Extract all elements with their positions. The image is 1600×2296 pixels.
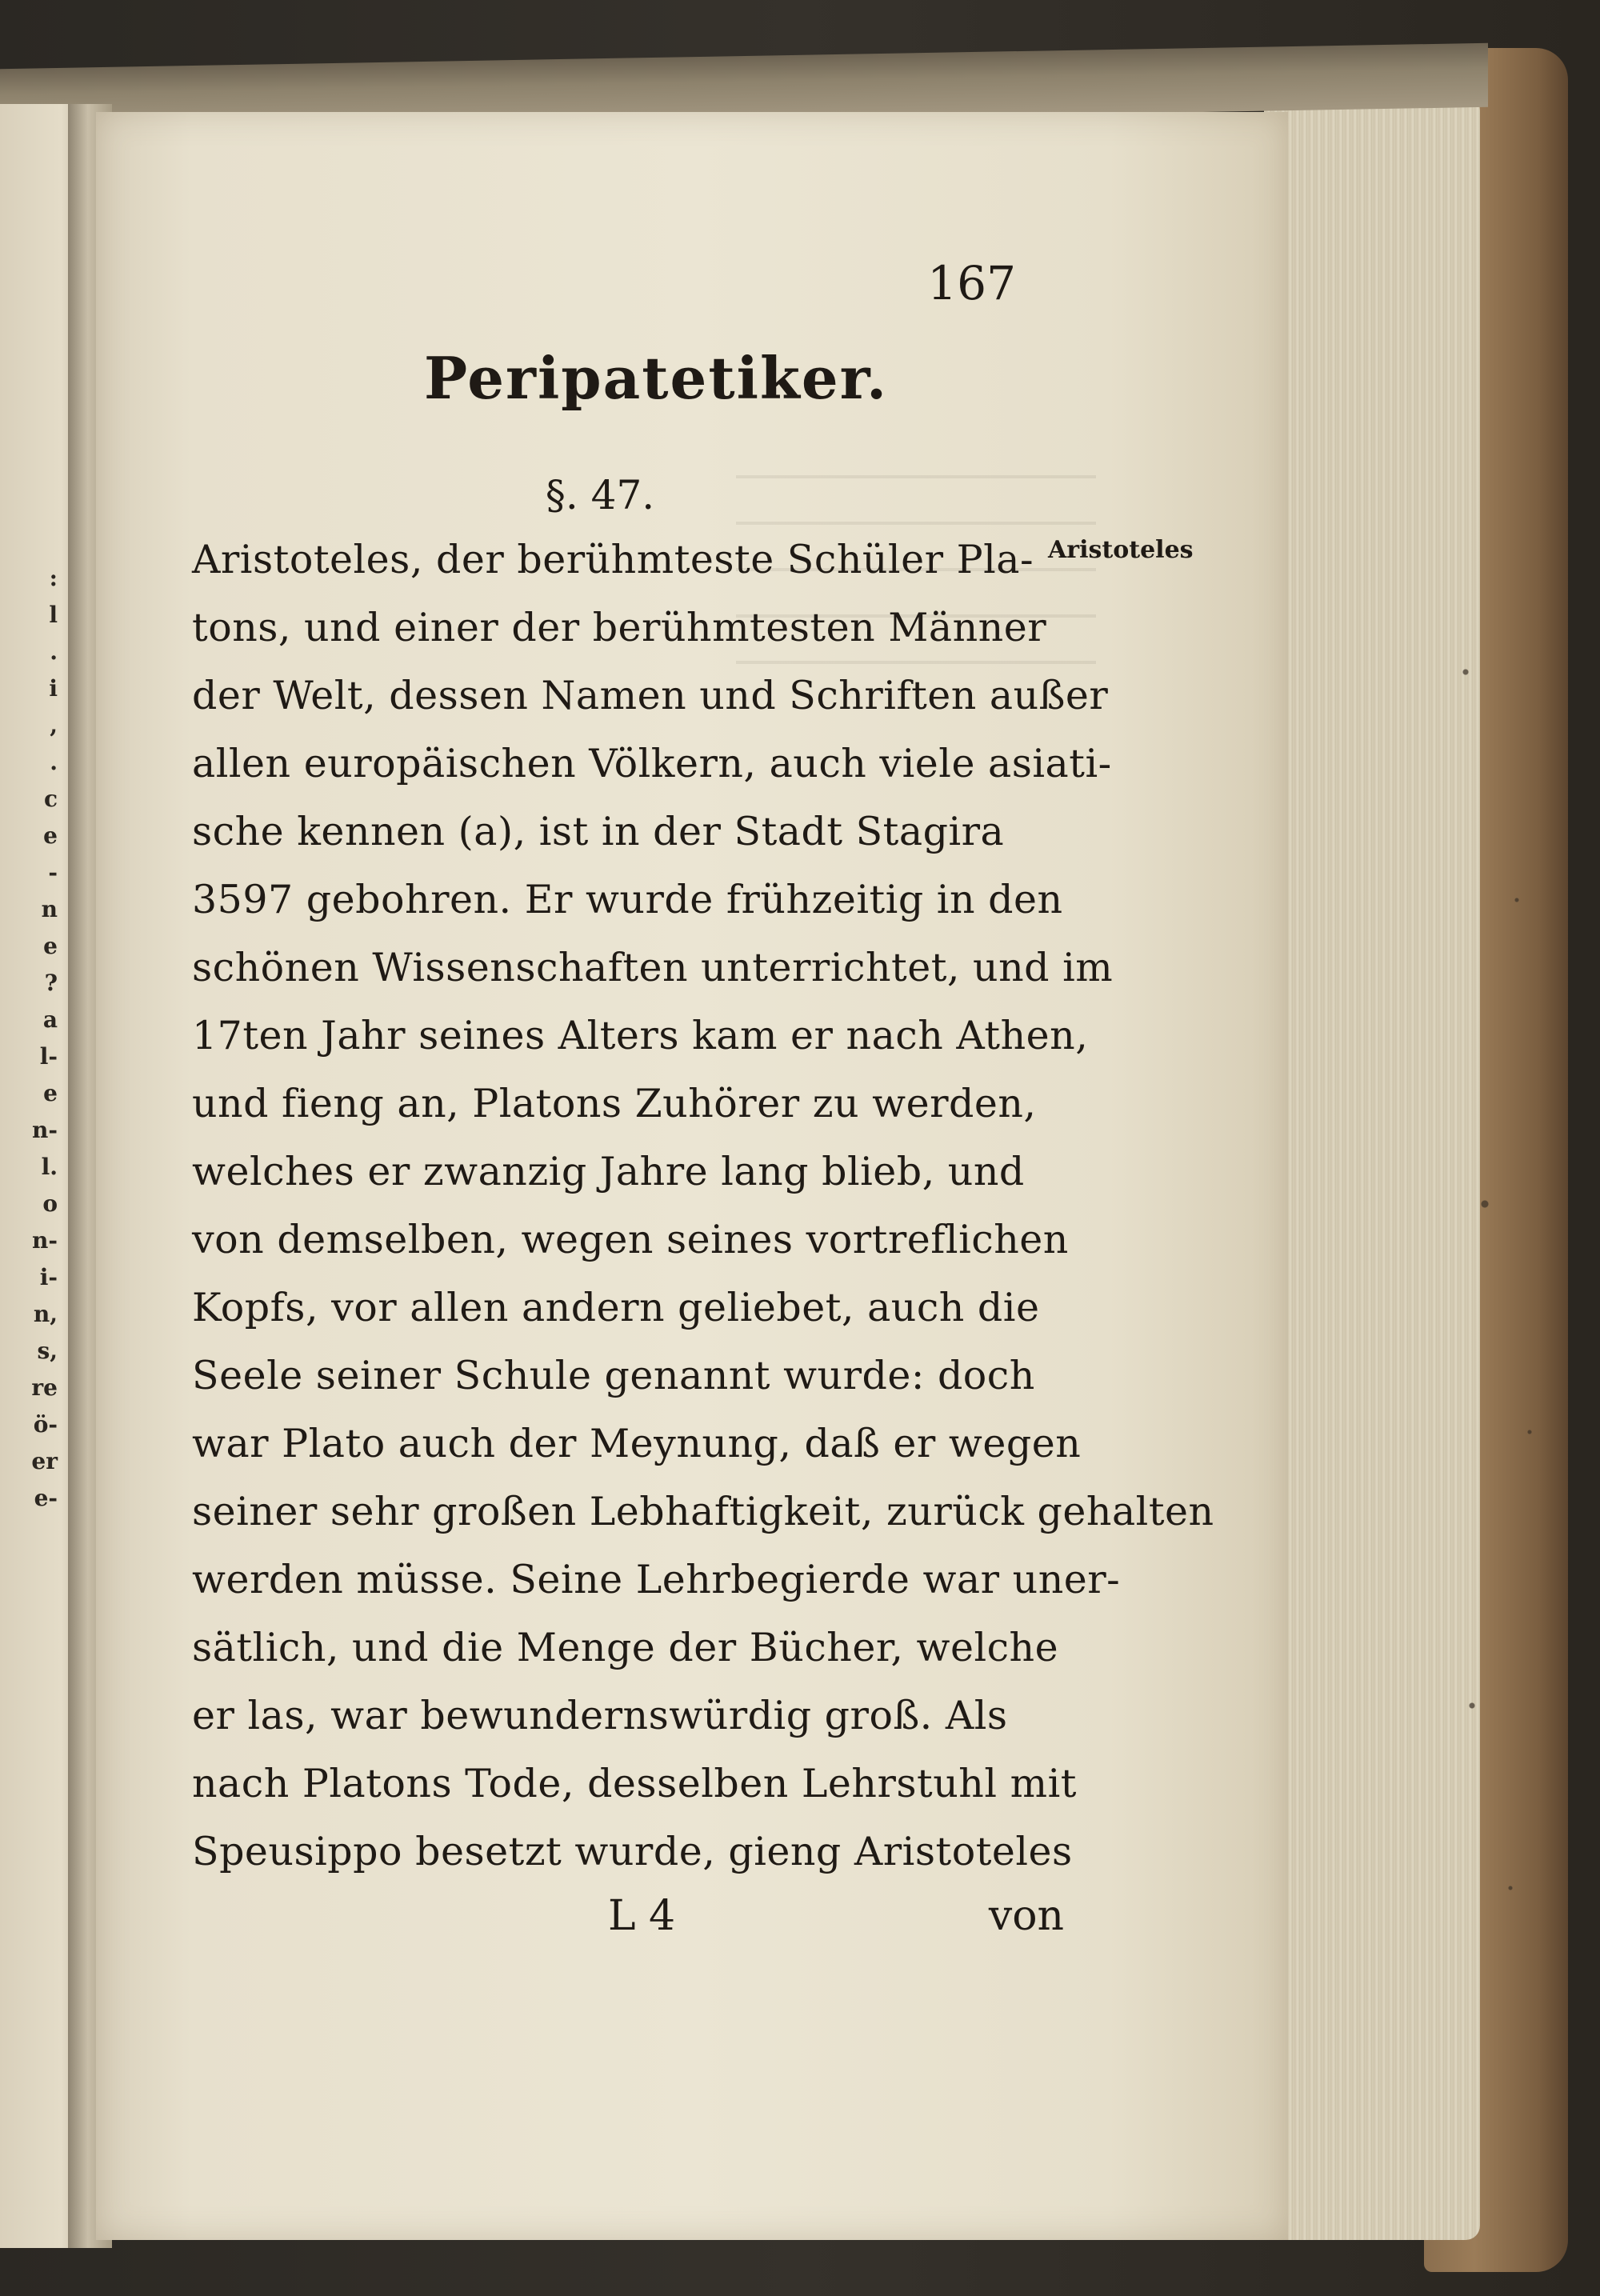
previous-page-fragment: n, (33, 1301, 58, 1327)
previous-page-fragment: e- (34, 1485, 58, 1511)
previous-page-fragment: o (42, 1190, 58, 1217)
previous-page-fragment: l- (39, 1043, 58, 1070)
text-line: der Welt, dessen Namen und Schriften außer (192, 673, 1109, 718)
text-line: er las, war bewundernswürdig groß. Als (192, 1693, 1008, 1738)
previous-page-fragment: : (49, 565, 58, 591)
previous-page-fragment: ? (44, 970, 58, 996)
text-line: Seele seiner Schule genannt wurde: doch (192, 1353, 1035, 1398)
text-line: von demselben, wegen seines vortreflichen (192, 1217, 1069, 1262)
section-number: §. 47. (545, 472, 655, 518)
previous-page-fragment: i (49, 675, 58, 702)
previous-page-fragments (2, 560, 58, 1517)
previous-page-fragment: a (42, 1006, 58, 1033)
signature-mark: L 4 (608, 1892, 676, 1940)
previous-page-fragment: s, (37, 1338, 58, 1364)
previous-page-fragment: e (43, 1080, 58, 1106)
previous-page-fragment: . (50, 638, 58, 665)
previous-page-fragment: . (50, 749, 58, 775)
text-line: Kopfs, vor allen andern geliebet, auch die (192, 1285, 1040, 1330)
text-line: und fieng an, Platons Zuhörer zu werden, (192, 1081, 1037, 1126)
previous-page-fragment: - (48, 859, 58, 886)
previous-page-fragment: , (50, 712, 58, 738)
previous-page-fragment: e (43, 933, 58, 959)
text-line: sätlich, und die Menge der Bücher, welche (192, 1625, 1059, 1670)
text-line: Speusippo besetzt wurde, gieng Aristoteles (192, 1829, 1073, 1874)
text-line: Aristoteles, der berühmteste Schüler Pla- (192, 537, 1034, 582)
previous-page-fragment: re (31, 1374, 58, 1401)
previous-page-fragment: l (49, 602, 58, 628)
previous-page-fragment: n (41, 896, 58, 922)
text-line: seiner sehr großen Lebhaftigkeit, zurück gehalten (192, 1489, 1214, 1534)
page-number: 167 (927, 256, 1016, 310)
previous-page-fragment: i- (39, 1264, 58, 1290)
margin-note: Aristoteles (1048, 536, 1194, 564)
previous-page-fragment: ö- (33, 1411, 58, 1438)
foxing-spots (1440, 520, 1568, 2040)
previous-page-fragment: n- (32, 1117, 58, 1143)
catchword: von (988, 1892, 1064, 1940)
text-line: 3597 gebohren. Er wurde frühzeitig in den (192, 877, 1063, 922)
text-line: schönen Wissenschaften unterrichtet, und im (192, 945, 1114, 990)
previous-page-fragment: n- (32, 1227, 58, 1254)
previous-page-fragment: e (43, 822, 58, 849)
text-line: allen europäischen Völkern, auch viele asiati- (192, 741, 1112, 786)
previous-page-fragment: l. (41, 1154, 58, 1180)
page-heading: Peripatetiker. (424, 344, 889, 412)
text-line: tons, und einer der berühmtesten Männer (192, 605, 1047, 650)
previous-page-fragment: c (43, 786, 58, 812)
text-line: war Plato auch der Meynung, daß er wegen (192, 1421, 1082, 1466)
text-line: welches er zwanzig Jahre lang blieb, und (192, 1149, 1025, 1194)
text-line: sche kennen (a), ist in der Stadt Stagira (192, 809, 1005, 854)
text-line: nach Platons Tode, desselben Lehrstuhl mit (192, 1761, 1077, 1806)
previous-page-fragment: er (31, 1448, 58, 1474)
text-line: 17ten Jahr seines Alters kam er nach Athen, (192, 1013, 1089, 1058)
text-line: werden müsse. Seine Lehrbegierde war uner- (192, 1557, 1121, 1602)
